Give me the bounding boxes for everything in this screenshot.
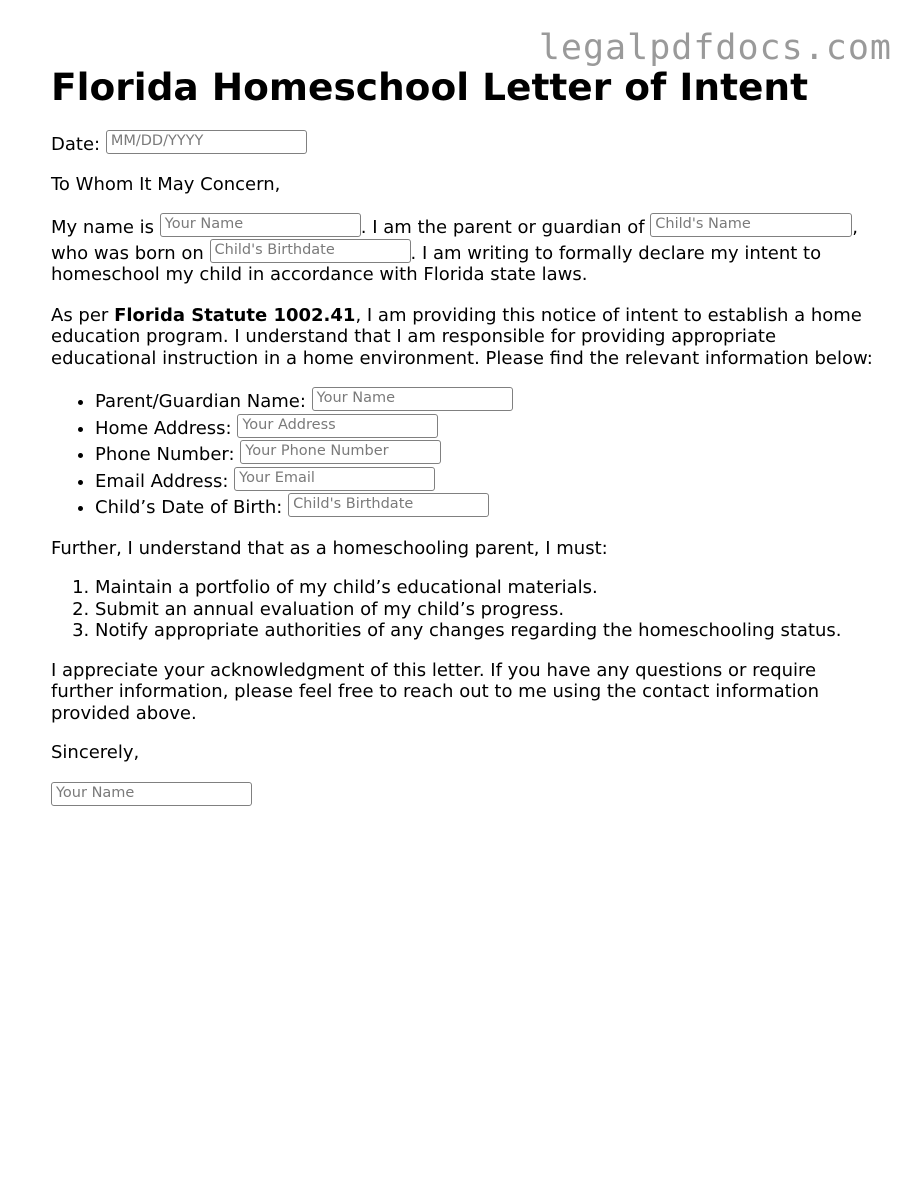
- obligation-item: 3. Notify appropriate authorities of any changes regarding the homeschooling status.: [95, 620, 881, 642]
- salutation: To Whom It May Concern,: [51, 173, 281, 195]
- statute-name: Florida Statute 1002.41: [114, 304, 356, 326]
- page-title: Florida Homeschool Letter of Intent: [51, 65, 809, 109]
- child-dob-field[interactable]: Child's Birthdate: [288, 493, 489, 517]
- site-watermark: legalpdfdocs.com: [538, 28, 892, 68]
- guardian-name-field[interactable]: Your Name: [312, 387, 513, 411]
- info-item-parent-name: [95, 387, 881, 414]
- letter-document: [51, 64, 881, 807]
- intro-text-2: . I am the parent or guardian of: [360, 217, 645, 238]
- obligation-item: 2. Submit an annual evaluation of my child’s progress.: [95, 599, 881, 621]
- obligations-intro: Further, I understand that as a homeschooling parent, I must:: [51, 537, 608, 559]
- home-address-field[interactable]: Your Address: [237, 414, 438, 438]
- date-line: [51, 130, 881, 156]
- info-label: Email Address:: [95, 470, 229, 492]
- closing-paragraph: I appreciate your acknowledgment of this letter. If you have any questions or require further information, please feel free to reach out to me using the contact information provided above.: [51, 659, 820, 724]
- parent-name-field[interactable]: Your Name: [160, 213, 361, 237]
- info-label: Child’s Date of Birth:: [95, 497, 283, 518]
- info-item-phone: [95, 440, 881, 467]
- intro-text-4: who was born on: [51, 242, 204, 264]
- info-label: Parent/Guardian Name:: [95, 391, 306, 412]
- sign-off: Sincerely,: [51, 742, 140, 763]
- info-list: [51, 387, 881, 520]
- statute-paragraph: [51, 305, 881, 370]
- date-field[interactable]: MM/DD/YYYY: [106, 130, 307, 154]
- intro-text-3: ,: [852, 217, 859, 238]
- signature-name-field[interactable]: Your Name: [51, 782, 252, 806]
- date-label: Date:: [51, 134, 101, 155]
- email-address-field[interactable]: Your Email: [234, 467, 435, 491]
- info-item-email: [95, 467, 881, 494]
- info-label: Phone Number:: [95, 444, 235, 465]
- obligations-list: [51, 577, 881, 642]
- child-name-field[interactable]: Child's Name: [650, 213, 852, 237]
- info-item-address: [95, 414, 881, 441]
- signature-line: [51, 782, 881, 808]
- obligation-item: 1. Maintain a portfolio of my child’s educational materials.: [95, 577, 881, 599]
- intro-paragraph: [51, 213, 881, 286]
- intro-text-1: My name is: [51, 217, 155, 238]
- info-item-birthdate: [95, 493, 881, 520]
- phone-number-field[interactable]: Your Phone Number: [240, 440, 441, 464]
- intro-text-5: . I am writing to formally declare my intent to homeschool my child in accordance with Florida state laws.: [51, 242, 822, 285]
- child-birthdate-field[interactable]: Child's Birthdate: [210, 239, 411, 263]
- info-label: Home Address:: [95, 417, 232, 439]
- statute-text: , I am providing this notice of intent to establish a home education program. I understand that I am responsible for providing appropriate educational instruction in a home environment. Please find the relevant information below:: [51, 304, 873, 369]
- statute-prefix: As per: [51, 304, 109, 326]
